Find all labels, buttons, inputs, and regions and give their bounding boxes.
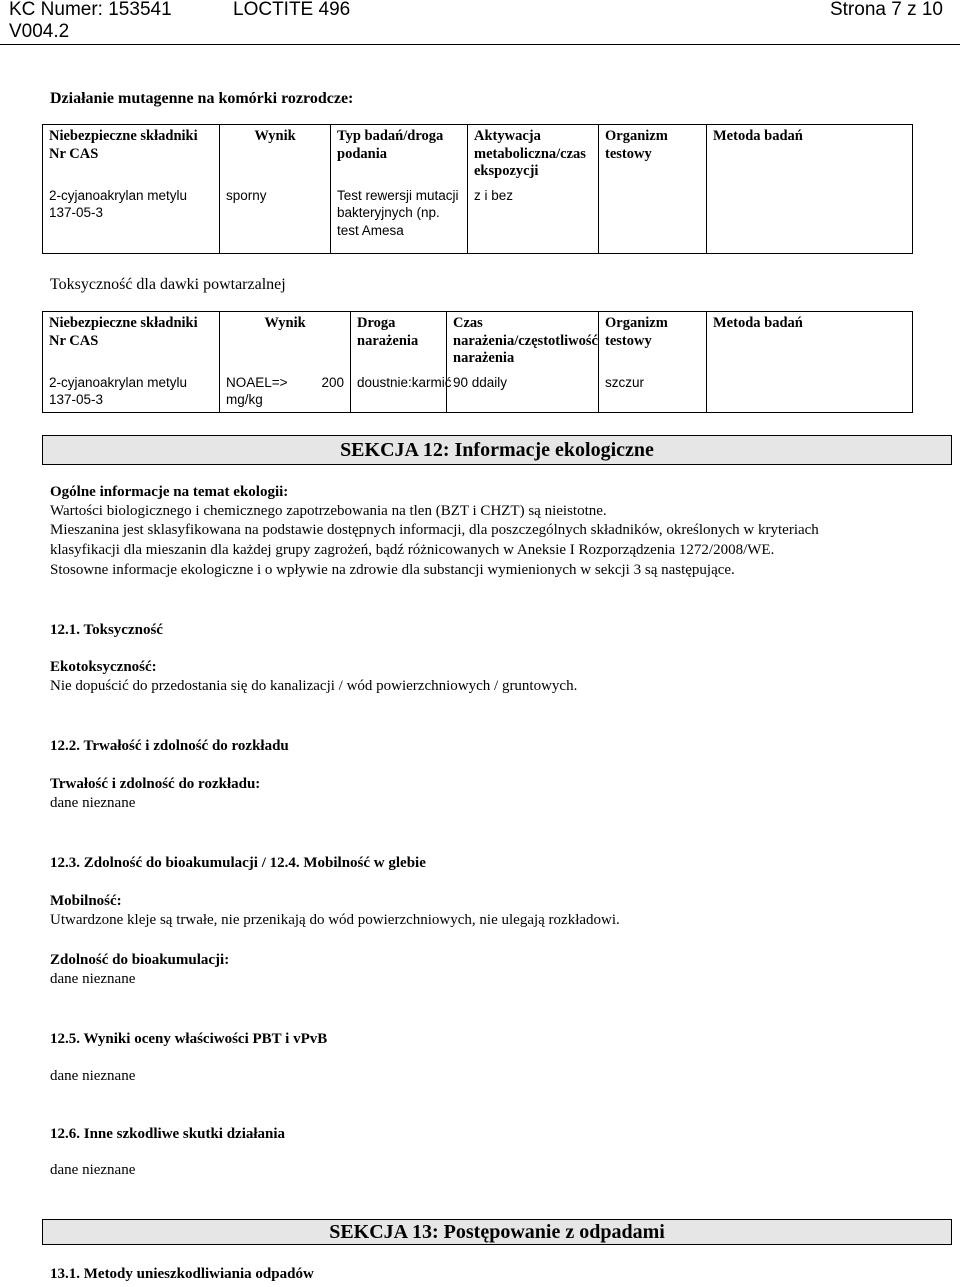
heading-12-6: 12.6. Inne szkodliwe skutki działania (50, 1126, 286, 1142)
ecotox-text: Nie dopuścić do przedostania się do kanalizacji / wód powierzchniowych / gruntowych. (50, 678, 578, 694)
cell-substance: 2-cyjanoakrylan metylu 137-05-3 (43, 184, 220, 254)
heading-12-2: 12.2. Trwałość i zdolność do rozkładu (50, 738, 289, 754)
col-organism: Organizm testowy (599, 312, 707, 371)
cell-activation: z i bez (468, 184, 599, 254)
cell-exposure: 90 ddaily (447, 371, 599, 413)
cell-result (220, 371, 351, 413)
section-12-header (42, 435, 952, 465)
col-method: Metoda badań (707, 125, 913, 184)
col-result: Wynik (220, 312, 351, 371)
col-exposure: Czas narażenia/częstotliwość narażenia (447, 312, 599, 371)
general-line-4: Stosowne informacje ekologiczne i o wpływie na zdrowie dla substancji wymienionych w sekcji 3 są następujące. (50, 562, 735, 578)
mutagen-title: Działanie mutagenne na komórki rozrodcze: (50, 90, 354, 107)
kc-number: KC Numer: 153541 (9, 0, 172, 20)
ecotox-heading: Ekotoksyczność: (50, 659, 157, 675)
result-label: NOAEL=> (226, 374, 288, 390)
col-route: Droga narażenia (351, 312, 447, 371)
cell-organism: szczur (599, 371, 707, 413)
table-row (43, 184, 913, 254)
general-line-2: Mieszanina jest sklasyfikowana na podstawie dostępnych informacji, dla poszczególnych składników, określonych w kryteriach (50, 522, 819, 538)
other-text: dane nieznane (50, 1162, 136, 1178)
col-activation: Aktywacja metaboliczna/czas ekspozycji (468, 125, 599, 184)
general-line-3: klasyfikacji dla mieszanin dla każdej grupy zagrożeń, bądź różnicowanych w Aneksie I Rozporządzenia 1272/2008/WE. (50, 542, 775, 558)
col-result: Wynik (220, 125, 331, 184)
pbt-text: dane nieznane (50, 1068, 136, 1084)
col-method: Metoda badań (707, 312, 913, 371)
result-unit: mg/kg (226, 392, 263, 407)
section-12-title: SEKCJA 12: Informacje ekologiczne (340, 439, 654, 461)
col-substance: Niebezpieczne składniki Nr CAS (43, 125, 220, 184)
heading-13-1: 13.1. Metody unieszkodliwiania odpadów (50, 1266, 314, 1282)
bioacc-text: dane nieznane (50, 971, 136, 987)
col-test-type: Typ badań/droga podania (331, 125, 468, 184)
table-header-row (43, 312, 913, 371)
section-13-title: SEKCJA 13: Postępowanie z odpadami (329, 1221, 665, 1243)
mobility-heading: Mobilność: (50, 893, 122, 909)
product-name: LOCTITE 496 (233, 0, 351, 20)
col-organism: Organizm testowy (599, 125, 707, 184)
heading-12-3: 12.3. Zdolność do bioakumulacji / 12.4. Mobilność w glebie (50, 855, 426, 871)
mutagen-table (42, 124, 913, 254)
cell-method (707, 371, 913, 413)
header-divider (0, 44, 960, 45)
table-row (43, 371, 913, 413)
persist-text: dane nieznane (50, 795, 136, 811)
general-heading: Ogólne informacje na temat ekologii: (50, 484, 289, 500)
table-header-row (43, 125, 913, 184)
repeated-table (42, 311, 913, 413)
cell-route: doustnie:karmić (351, 371, 447, 413)
bioacc-heading: Zdolność do bioakumulacji: (50, 952, 230, 968)
result-value: 200 (321, 374, 344, 390)
general-line-1: Wartości biologicznego i chemicznego zapotrzebowania na tlen (BZT i CHZT) są nieistotne. (50, 503, 607, 519)
page-number: Strona 7 z 10 (829, 0, 943, 20)
cell-result: sporny (220, 184, 331, 254)
heading-12-5: 12.5. Wyniki oceny właściwości PBT i vPvB (50, 1031, 328, 1047)
heading-12-1: 12.1. Toksyczność (50, 622, 163, 638)
mobility-text: Utwardzone kleje są trwałe, nie przenikają do wód powierzchniowych, nie ulegają rozkładowi. (50, 912, 620, 928)
repeated-title: Toksyczność dla dawki powtarzalnej (50, 276, 286, 293)
cell-organism (599, 184, 707, 254)
cell-substance: 2-cyjanoakrylan metylu 137-05-3 (43, 371, 220, 413)
section-13-header (42, 1219, 952, 1245)
persist-heading: Trwałość i zdolność do rozkładu: (50, 776, 261, 792)
version: V004.2 (9, 21, 70, 42)
cell-method (707, 184, 913, 254)
cell-test-type: Test rewersji mutacji bakteryjnych (np. test Amesa (331, 184, 468, 254)
col-substance: Niebezpieczne składniki Nr CAS (43, 312, 220, 371)
